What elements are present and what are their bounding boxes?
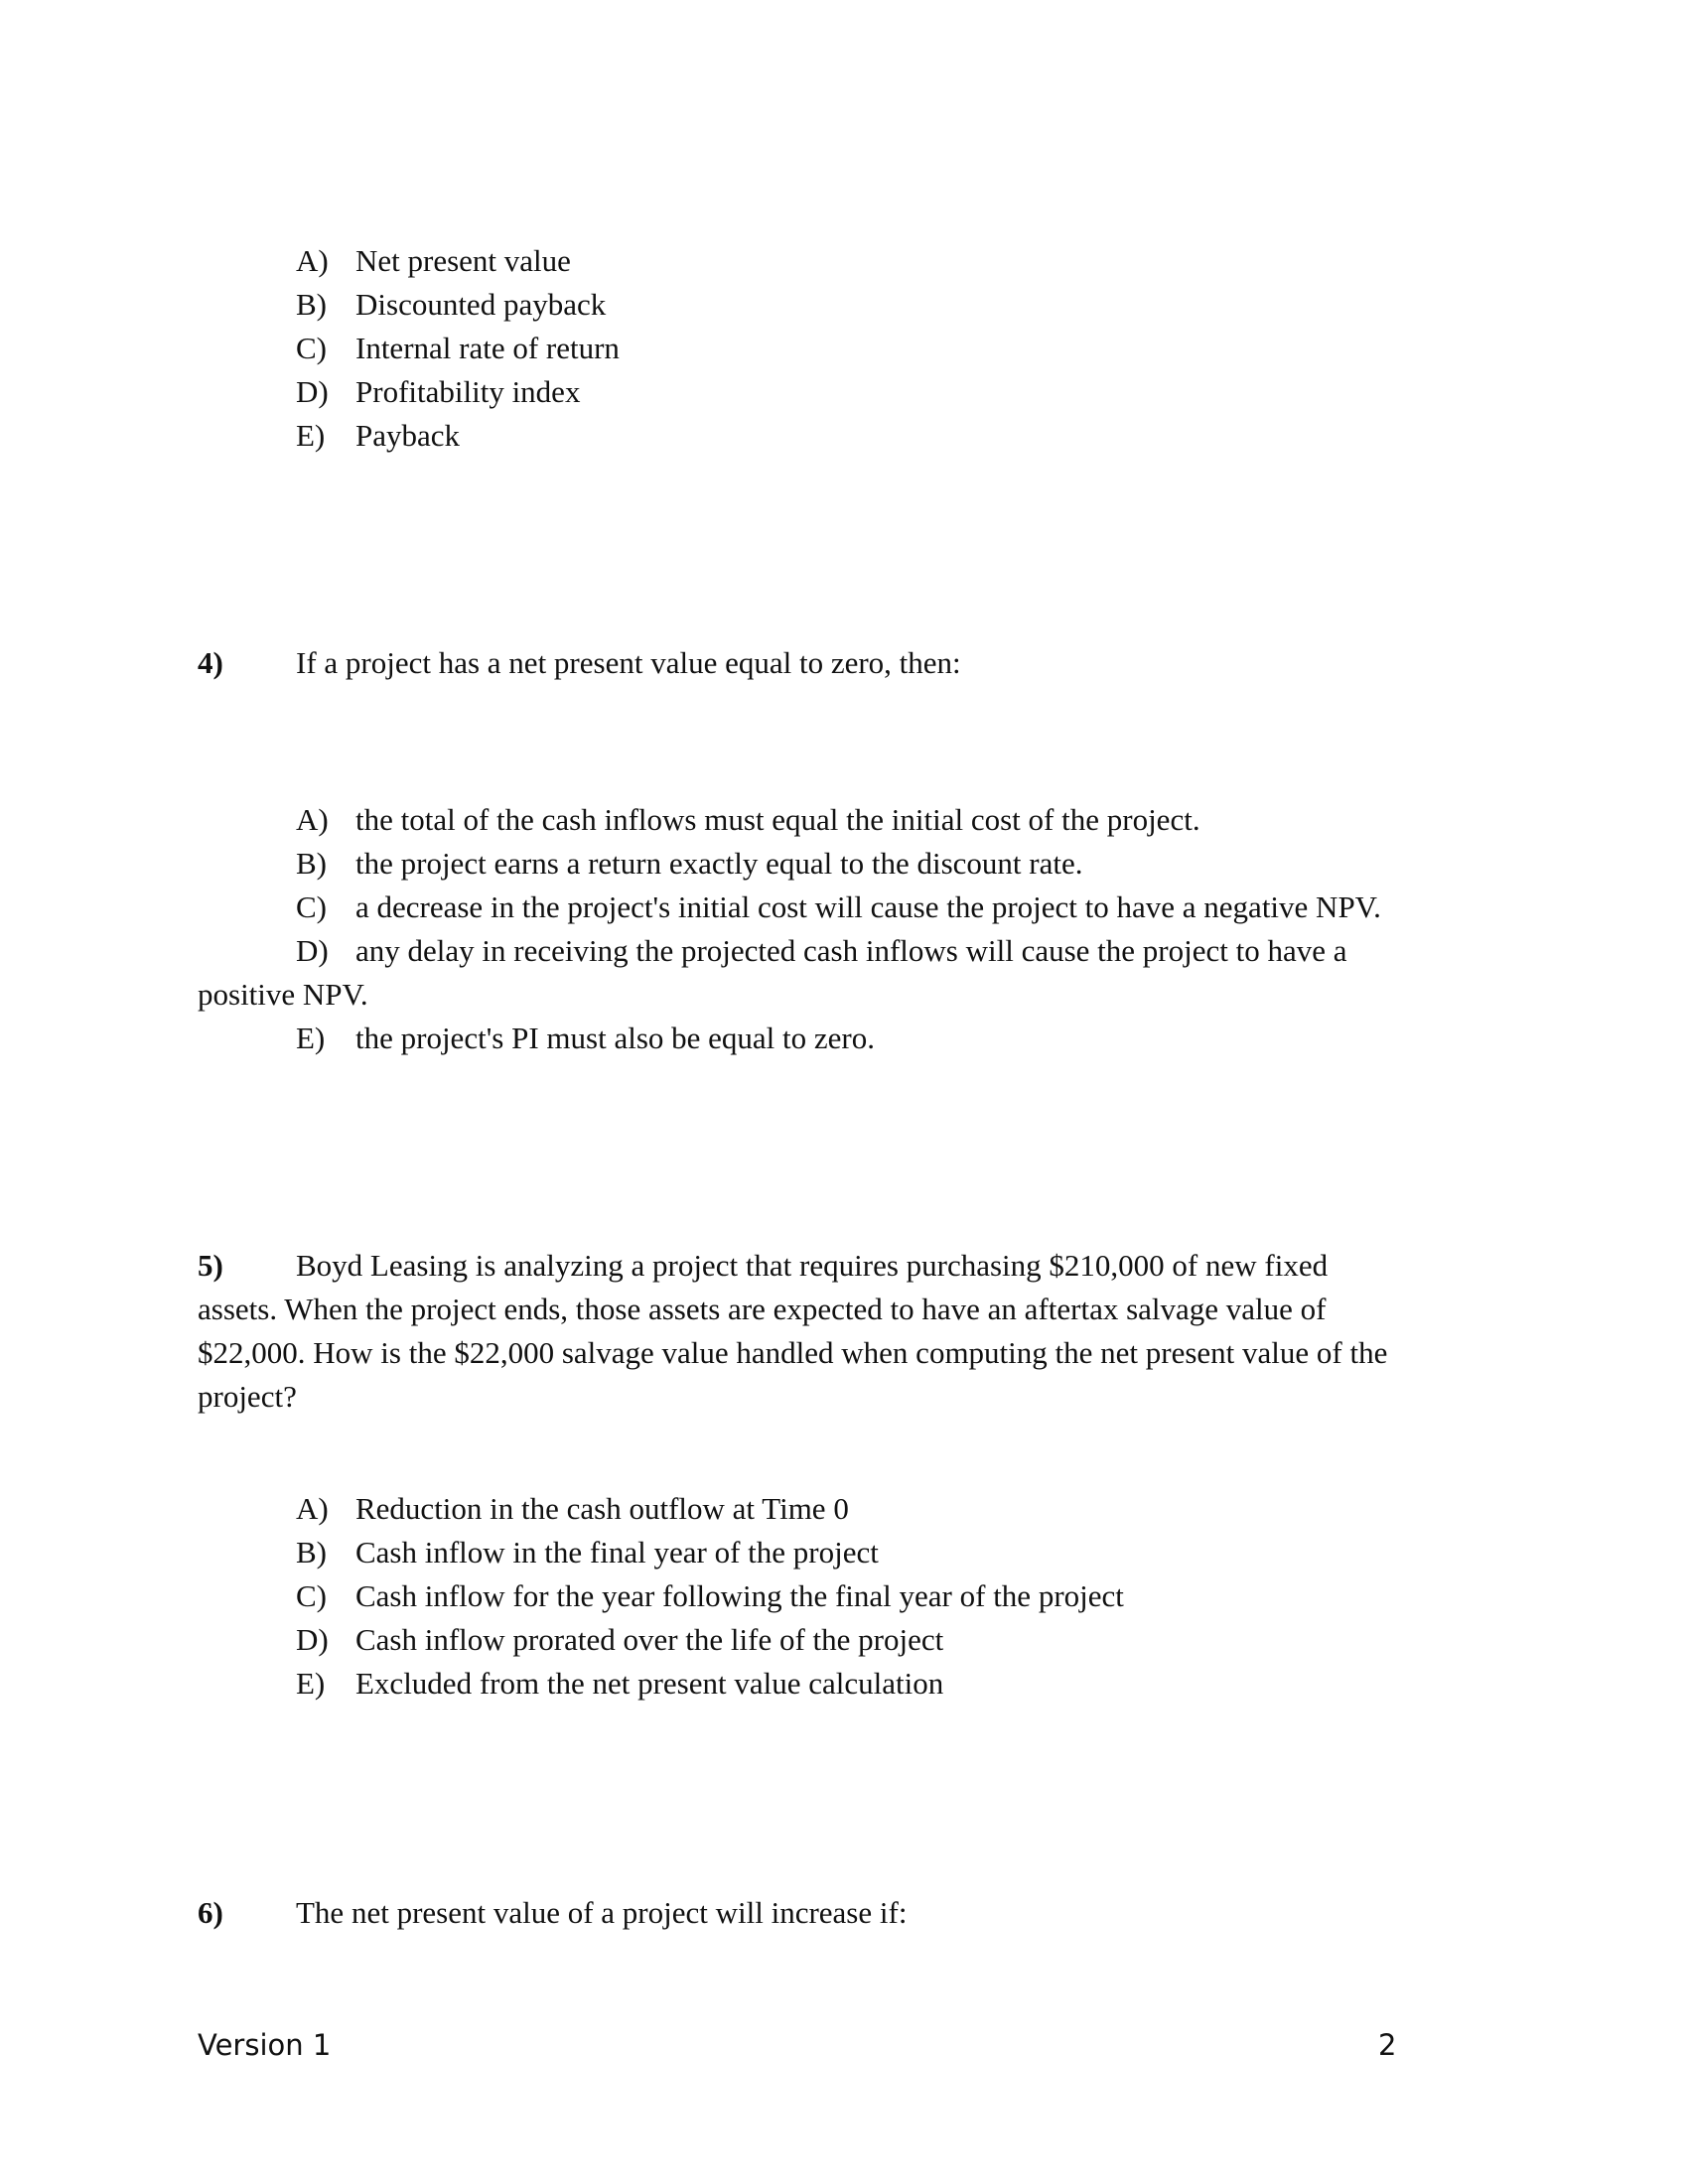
q3-option-d: D) Profitability index: [296, 374, 581, 409]
q4-option-d: D) any delay in receiving the projected cash inflows will cause the project to have a: [296, 933, 1347, 968]
footer-version: Version 1: [198, 2028, 332, 2062]
question-number: 5): [198, 1248, 223, 1283]
q3-option-b: B) Discounted payback: [296, 287, 607, 322]
q4-option-b: B) the project earns a return exactly equal to the discount rate.: [296, 846, 1083, 881]
footer-page-number: 2: [1378, 2028, 1397, 2062]
q4-option-a: A) the total of the cash inflows must equal the initial cost of the project.: [296, 802, 1200, 837]
q4-option-c: C) a decrease in the project's initial cost will cause the project to have a negative NPV.: [296, 889, 1381, 924]
question-stem: If a project has a net present value equal to zero, then:: [296, 645, 961, 680]
q4-option-d-continuation: positive NPV.: [198, 977, 368, 1012]
q5-option-e: E) Excluded from the net present value calculation: [296, 1666, 944, 1701]
q5-option-d: D) Cash inflow prorated over the life of the project: [296, 1622, 944, 1657]
q4-option-e: E) the project's PI must also be equal to zero.: [296, 1021, 875, 1055]
q3-option-a: A) Net present value: [296, 243, 571, 278]
q3-option-e: E) Payback: [296, 418, 461, 453]
q5-option-c: C) Cash inflow for the year following the final year of the project: [296, 1578, 1124, 1613]
question-stem-line-4: project?: [198, 1379, 297, 1414]
q5-option-b: B) Cash inflow in the final year of the project: [296, 1535, 879, 1570]
question-stem-line-1: Boyd Leasing is analyzing a project that requires purchasing $210,000 of new fixed: [296, 1248, 1329, 1283]
question-stem-line-3: $22,000. How is the $22,000 salvage value handled when computing the net present value of the: [198, 1335, 1388, 1370]
question-stem: The net present value of a project will increase if:: [296, 1895, 908, 1930]
question-number: 6): [198, 1895, 223, 1930]
q5-option-a: A) Reduction in the cash outflow at Time 0: [296, 1491, 849, 1526]
question-number: 4): [198, 645, 223, 680]
q3-option-c: C) Internal rate of return: [296, 331, 620, 365]
question-stem-line-2: assets. When the project ends, those assets are expected to have an aftertax salvage value of: [198, 1292, 1327, 1326]
